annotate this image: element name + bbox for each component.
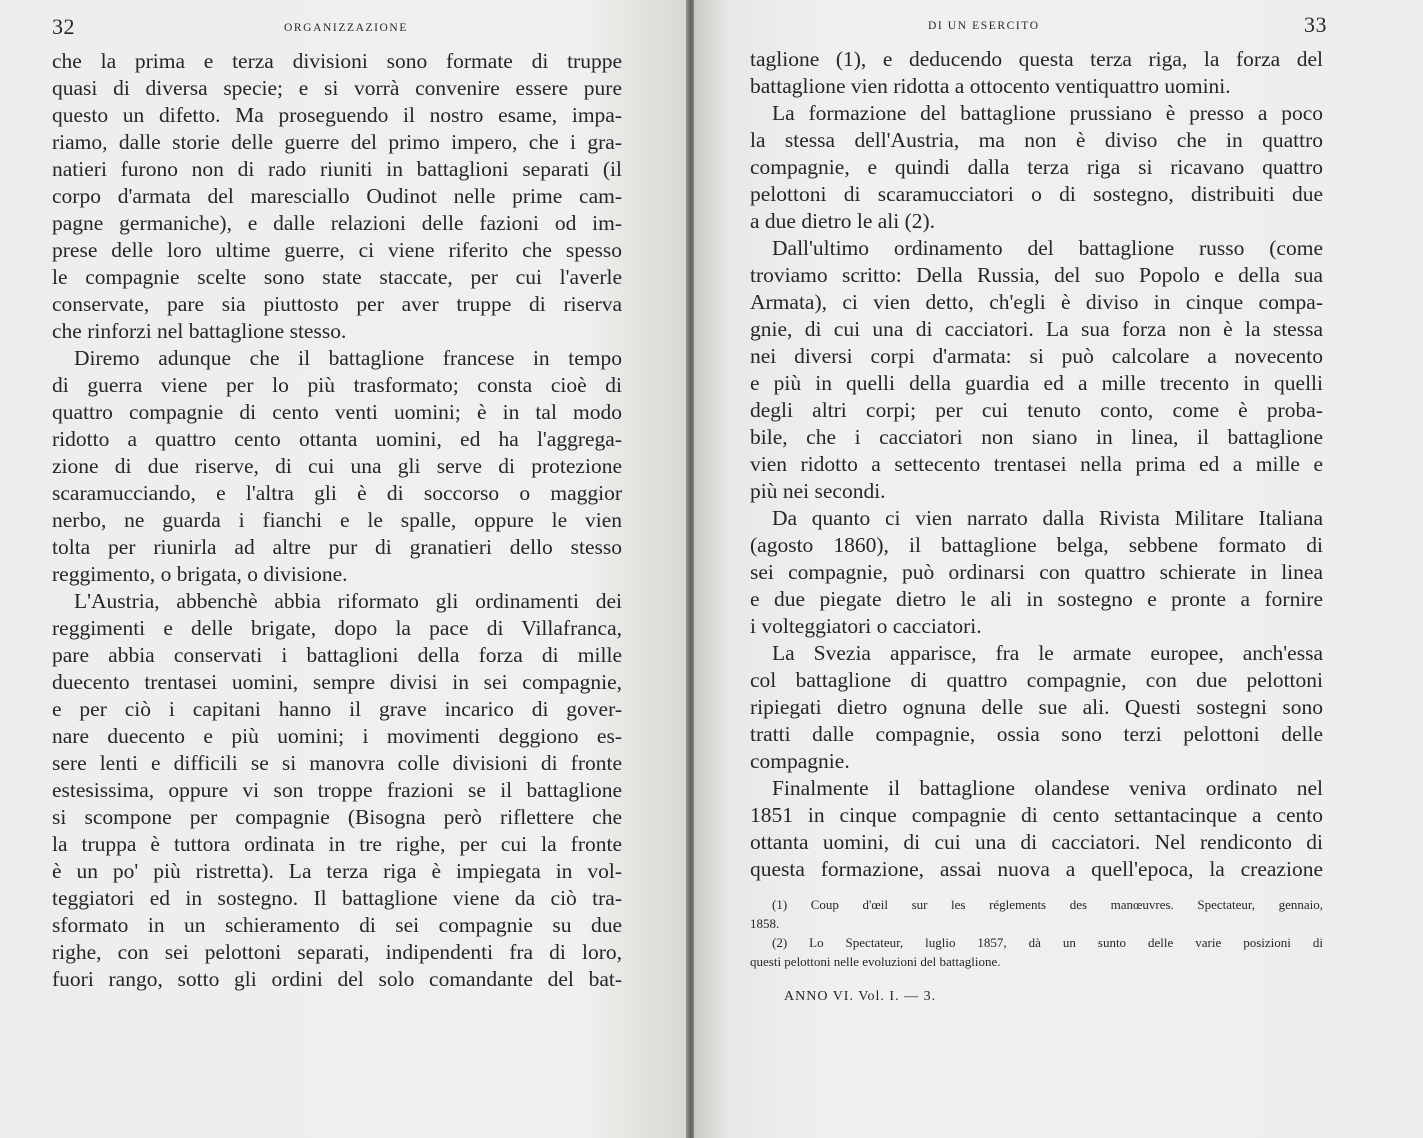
text-line: Armata), ci vien detto, ch'egli è diviso in cinque compa- — [750, 290, 1323, 314]
text-line: tolta per riunirla ad altre pur di granatieri dello stesso — [52, 535, 622, 559]
text-line: e due piegate dietro le ali in sostegno e pronte a fornire — [750, 587, 1323, 611]
text-line: vien ridotto a settecento trentasei nella prima ed a mille e — [750, 452, 1323, 476]
text-line: a due dietro le ali (2). — [750, 209, 936, 233]
text-line: nei diversi corpi d'armata: si può calcolare a novecento — [750, 344, 1323, 368]
page-number: 32 — [52, 14, 75, 39]
text-line: sere lenti e difficili se si manovra colle divisioni di fronte — [52, 751, 622, 775]
text-line: Finalmente il battaglione olandese veniva ordinato nel — [772, 776, 1323, 800]
text-line: gnie, di cui una di cacciatori. La sua forza non è la stessa — [750, 317, 1323, 341]
text-line: tratti dalle compagnie, ossia sono terzi pelottoni delle — [750, 722, 1323, 746]
text-line: natieri furono non di rado riuniti in battaglioni separati (il — [52, 157, 622, 181]
text-line: Da quanto ci vien narrato dalla Rivista Militare Italiana — [772, 506, 1323, 530]
text-line: fuori rango, sotto gli ordini del solo comandante del bat- — [52, 967, 622, 991]
text-line: ripiegati dietro ognuna delle sue ali. Questi sostegni sono — [750, 695, 1323, 719]
text-line: nare duecento e più uomini; i movimenti deggiono es- — [52, 724, 622, 748]
text-line: e per ciò i capitani hanno il grave incarico di gover- — [52, 697, 622, 721]
text-line: L'Austria, abbenchè abbia riformato gli ordinamenti dei — [74, 589, 622, 613]
body-text-right — [750, 46, 1323, 883]
text-line: nerbo, ne guarda i fianchi e le spalle, oppure le vien — [52, 508, 622, 532]
text-line: che rinforzi nel battaglione stesso. — [52, 319, 347, 343]
text-line: teggiatori ed in sostegno. Il battaglione viene da ciò tra- — [52, 886, 622, 910]
page-number: 33 — [1304, 12, 1327, 37]
text-line: riamo, dalle storie delle guerre del primo impero, che i gra- — [52, 130, 622, 154]
text-line: scaramucciando, e l'altra gli è di soccorso o maggior — [52, 481, 622, 505]
text-line: i volteggiatori o cacciatori. — [750, 614, 982, 638]
text-line: Dall'ultimo ordinamento del battaglione russo (come — [772, 236, 1323, 260]
text-line: questo un difetto. Ma proseguendo il nostro esame, impa- — [52, 103, 622, 127]
text-line: di guerra viene per lo più trasformato; consta cioè di — [52, 373, 622, 397]
running-head-right — [750, 12, 1327, 46]
text-line: pagne germaniche), e dalle relazioni delle fazioni od im- — [52, 211, 622, 235]
text-line: la truppa è tuttora ordinata in tre righe, per cui la fronte — [52, 832, 622, 856]
running-head-left — [52, 14, 622, 48]
text-line: è un po' più ristretta). La terza riga è impiegata in vol- — [52, 859, 622, 883]
text-line: battaglione vien ridotta a ottocento ventiquattro uomini. — [750, 74, 1231, 98]
body-text-left — [52, 48, 622, 993]
left-page — [0, 0, 688, 1138]
right-page — [694, 0, 1423, 1138]
text-line: che la prima e terza divisioni sono formate di truppe — [52, 49, 622, 73]
text-line: La formazione del battaglione prussiano è presso a poco — [772, 101, 1323, 125]
text-line: ridotto a quattro cento ottanta uomini, ed ha l'aggrega- — [52, 427, 622, 451]
text-line: sformato in un schieramento di sei compagnie su due — [52, 913, 622, 937]
footnote-line: (2) Lo Spectateur, luglio 1857, dà un sunto delle varie posizioni di — [772, 935, 1323, 950]
printer-signature: ANNO VI. Vol. I. — 3. — [784, 989, 937, 1004]
text-line: reggimenti e delle brigate, dopo la pace di Villafranca, — [52, 616, 622, 640]
text-line: ottanta uomini, di cui una di cacciatori. Nel rendiconto di — [750, 830, 1323, 854]
text-line: quattro compagnie di cento venti uomini; è in tal modo — [52, 400, 622, 424]
text-line: reggimento, o brigata, o divisione. — [52, 562, 348, 586]
running-title: DI UN ESERCITO — [928, 20, 1040, 32]
text-line: zione di due riserve, di cui una gli serve di protezione — [52, 454, 622, 478]
text-line: estesissima, oppure vi son troppe frazioni se il battaglione — [52, 778, 622, 802]
text-line: conservate, pare sia piuttosto per aver truppe di riserva — [52, 292, 622, 316]
text-line: righe, con sei pelottoni separati, indipendenti fra di loro, — [52, 940, 622, 964]
text-line: prese delle loro ultime guerre, ci viene riferito che spesso — [52, 238, 622, 262]
text-line: pare abbia conservati i battaglioni della forza di mille — [52, 643, 622, 667]
text-line: e più in quelli della guardia ed a mille trecento in quelli — [750, 371, 1323, 395]
text-line: (agosto 1860), il battaglione belga, sebbene formato di — [750, 533, 1323, 557]
text-line: più nei secondi. — [750, 479, 886, 503]
text-line: corpo d'armata del maresciallo Oudinot nelle prime cam- — [52, 184, 622, 208]
text-line: bile, che i cacciatori non siano in linea, il battaglione — [750, 425, 1323, 449]
text-line: la stessa dell'Austria, ma non è diviso che in quattro — [750, 128, 1323, 152]
text-line: taglione (1), e deducendo questa terza riga, la forza del — [750, 47, 1323, 71]
text-line: Diremo adunque che il battaglione francese in tempo — [74, 346, 622, 370]
text-line: duecento trentasei uomini, sempre divisi in sei compagnie, — [52, 670, 622, 694]
footnote-line: (1) Coup d'œil sur les réglements des manœuvres. Spectateur, gennaio, — [772, 897, 1323, 912]
text-line: degli altri corpi; per cui tenuto conto, come è proba- — [750, 398, 1323, 422]
text-line: sei compagnie, può ordinarsi con quattro schierate in linea — [750, 560, 1323, 584]
running-title: ORGANIZZAZIONE — [284, 22, 408, 34]
text-line: questa formazione, assai nuova a quell'epoca, la creazione — [750, 857, 1323, 881]
text-line: si scompone per compagnie (Bisogna però riflettere che — [52, 805, 622, 829]
text-line: 1851 in cinque compagnie di cento settantacinque a cento — [750, 803, 1323, 827]
footnote-line: questi pelottoni nelle evoluzioni del battaglione. — [750, 954, 1001, 969]
text-line: pelottoni di scaramucciatori o di sostegno, distribuiti due — [750, 182, 1323, 206]
text-line: le compagnie scelte sono state staccate, per cui l'averle — [52, 265, 622, 289]
text-line: quasi di diversa specie; e si vorrà convenire essere pure — [52, 76, 622, 100]
text-line: La Svezia apparisce, fra le armate europee, anch'essa — [772, 641, 1323, 665]
footnote-line: 1858. — [750, 916, 780, 931]
text-line: compagnie. — [750, 749, 850, 773]
footnotes — [750, 895, 1323, 971]
text-line: troviamo scritto: Della Russia, del suo Popolo e della sua — [750, 263, 1323, 287]
text-line: col battaglione di quattro compagnie, con due pelottoni — [750, 668, 1323, 692]
text-line: compagnie, e quindi dalla terza riga si ricavano quattro — [750, 155, 1323, 179]
